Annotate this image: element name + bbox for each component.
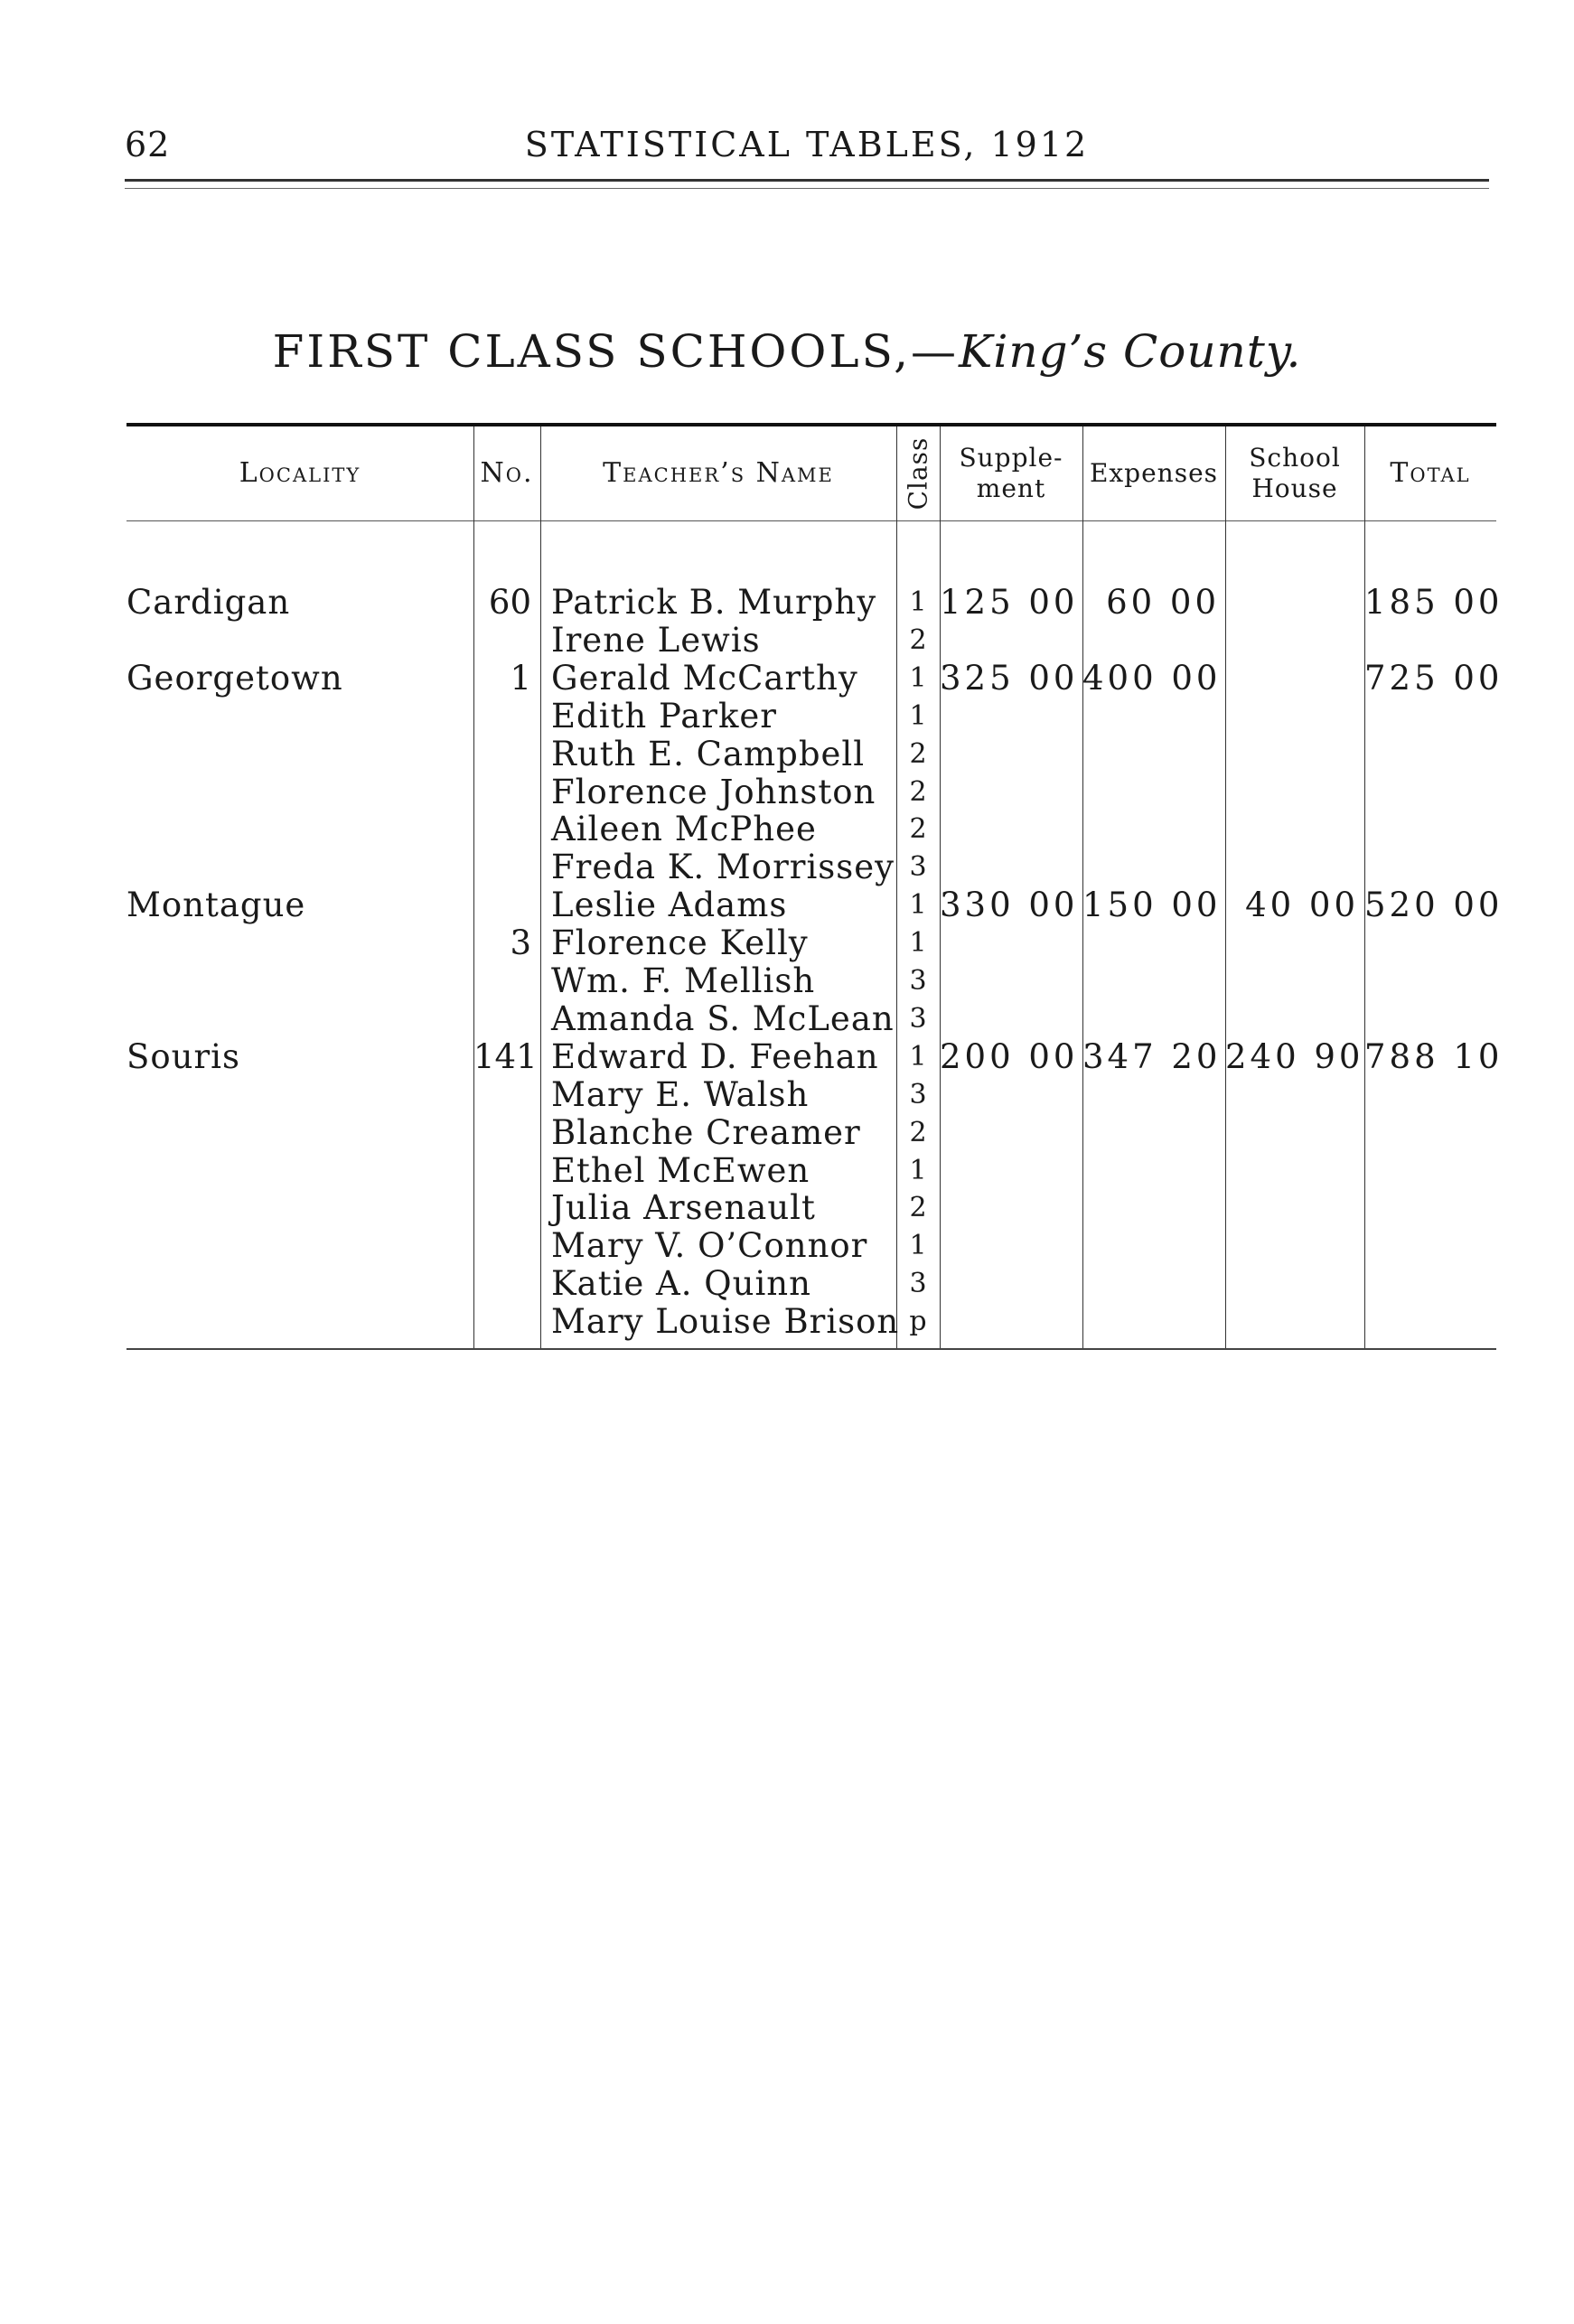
class-cell: 2 (909, 813, 927, 846)
teacher-name-cell: Amanda S. McLean (551, 998, 895, 1038)
header-supplement-line1: Supple- (959, 443, 1063, 473)
locality-cell: Montague (126, 886, 306, 925)
class-cell: 3 (909, 1078, 927, 1110)
table-title-main: FIRST CLASS SCHOOLS,— (272, 325, 959, 378)
header-school-house (1225, 426, 1364, 520)
total-cell: 185 00 (1364, 583, 1504, 622)
header-total: Total (1390, 457, 1471, 489)
school-house-cell: 240 90 (1225, 1036, 1364, 1076)
header-supplement (940, 426, 1082, 520)
class-cell: 3 (909, 1268, 927, 1300)
schools-table (126, 423, 1504, 1354)
teacher-name-cell: Mary Louise Brison (551, 1302, 900, 1342)
class-cell: 3 (909, 851, 927, 884)
class-cell: 2 (909, 1192, 927, 1224)
teacher-name-cell: Mary E. Walsh (551, 1074, 810, 1114)
class-cell: 1 (909, 1154, 927, 1186)
class-cell: 1 (909, 889, 927, 922)
teacher-name-cell: Julia Arsenault (551, 1188, 816, 1228)
header-class (896, 426, 940, 520)
column-divider (540, 426, 541, 1348)
locality-cell: Souris (126, 1036, 240, 1076)
header-school-house-line1: School (1249, 443, 1341, 473)
header-school-house-line2: House (1251, 473, 1338, 503)
school-house-cell: 40 00 (1245, 886, 1359, 925)
class-cell: 1 (909, 927, 927, 960)
table-title-county: King’s County. (958, 325, 1302, 378)
running-head (125, 125, 1489, 170)
header-supplement-line2: ment (976, 473, 1046, 503)
supplement-cell: 325 00 (940, 658, 1079, 698)
no-cell: 3 (510, 923, 531, 963)
expenses-cell: 60 00 (1106, 583, 1220, 622)
teacher-name-cell: Ruth E. Campbell (551, 734, 866, 773)
class-cell: 2 (909, 1116, 927, 1148)
teacher-name-cell: Gerald McCarthy (551, 658, 858, 698)
total-cell: 725 00 (1364, 658, 1504, 698)
total-cell: 788 10 (1364, 1036, 1504, 1076)
running-title: STATISTICAL TABLES, 1912 (524, 125, 1090, 164)
teacher-name-cell: Aileen McPhee (551, 810, 817, 849)
teacher-name-cell: Wm. F. Mellish (551, 961, 816, 1000)
teacher-name-cell: Patrick B. Murphy (551, 583, 877, 622)
header-no: No. (480, 457, 534, 489)
header-locality: Locality (239, 457, 361, 489)
total-cell: 520 00 (1364, 886, 1504, 925)
supplement-cell: 200 00 (940, 1036, 1079, 1076)
header-class-label: Class (903, 436, 932, 511)
class-cell: 2 (909, 775, 927, 808)
table-title (0, 325, 1574, 378)
teacher-name-cell: Ethel McEwen (551, 1150, 810, 1190)
class-cell: 3 (909, 965, 927, 997)
header-rule-thin (125, 188, 1489, 189)
expenses-cell: 150 00 (1082, 886, 1222, 925)
teacher-name-cell: Blanche Creamer (551, 1112, 861, 1152)
teacher-name-cell: Katie A. Quinn (551, 1264, 811, 1304)
teacher-name-cell: Florence Johnston (551, 772, 876, 811)
teacher-name-cell: Florence Kelly (551, 923, 809, 963)
supplement-cell: 125 00 (940, 583, 1079, 622)
class-cell: p (909, 1306, 927, 1338)
teacher-name-cell: Edward D. Feehan (551, 1036, 879, 1076)
header-teacher: Teacher’s Name (603, 457, 834, 489)
expenses-cell: 347 20 (1082, 1036, 1222, 1076)
class-cell: 2 (909, 623, 927, 656)
class-cell: 1 (909, 586, 927, 618)
teacher-name-cell: Leslie Adams (551, 886, 788, 925)
no-cell: 1 (510, 658, 531, 698)
teacher-name-cell: Irene Lewis (551, 620, 761, 660)
no-cell: 141 (473, 1036, 538, 1076)
teacher-name-cell: Mary V. O’Connor (551, 1226, 868, 1266)
locality-cell: Cardigan (126, 583, 291, 622)
column-divider (896, 426, 897, 1348)
header-expenses: Expenses (1089, 458, 1219, 488)
class-cell: 2 (909, 737, 927, 770)
no-cell: 60 (488, 583, 531, 622)
teacher-name-cell: Freda K. Morrissey (551, 848, 895, 887)
class-cell: 1 (909, 1230, 927, 1262)
header-rule (125, 179, 1489, 182)
class-cell: 1 (909, 661, 927, 694)
locality-cell: Georgetown (126, 658, 343, 698)
expenses-cell: 400 00 (1082, 658, 1222, 698)
supplement-cell: 330 00 (940, 886, 1079, 925)
table-bottom-rule (126, 1348, 1496, 1350)
table-header-rule (126, 520, 1496, 521)
class-cell: 1 (909, 1040, 927, 1073)
class-cell: 1 (909, 699, 927, 732)
column-divider (473, 426, 474, 1348)
page-number: 62 (125, 125, 171, 164)
class-cell: 3 (909, 1002, 927, 1035)
teacher-name-cell: Edith Parker (551, 696, 777, 736)
